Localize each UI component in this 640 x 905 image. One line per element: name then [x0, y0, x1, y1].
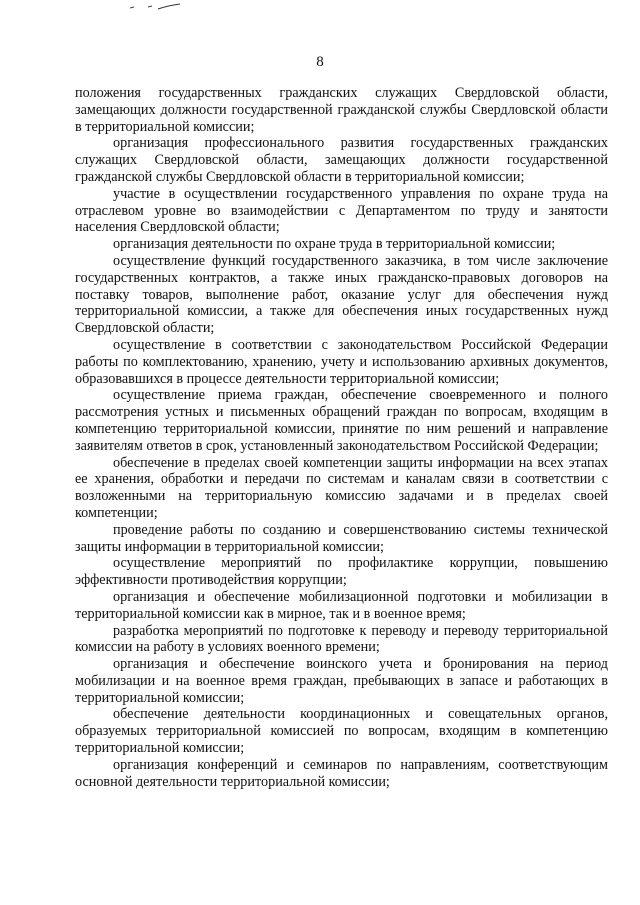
paragraph: обеспечение деятельности координационных и совещательных органов, образуемых территориальной комиссией по вопросам, входящим в компетенцию территориальной комиссии; — [75, 706, 608, 757]
paragraph: организация профессионального развития государственных гражданских служащих Свердловской области, замещающих должности государственной гражданской службы Свердловской области в территориальной комиссии; — [75, 135, 608, 185]
paragraph: организация и обеспечение мобилизационной подготовки и мобилизации в территориальной комиссии как в мирное, так и в военное время; — [75, 588, 608, 622]
document-body — [75, 85, 608, 790]
paragraph: положения государственных гражданских служащих Свердловской области, замещающих должности государственной гражданской службы Свердловской области в территориальной комиссии; — [75, 85, 608, 135]
paragraph: обеспечение в пределах своей компетенции защиты информации на всех этапах ее хранения, обработки и передачи по системам и каналам связи в соответствии с возложенными на территориальную комиссию задачами и в пределах своей компетенции; — [75, 454, 608, 521]
paragraph: осуществление приема граждан, обеспечение своевременного и полного рассмотрения устных и письменных обращений граждан по вопросам, входящим в компетенцию территориальной комиссии, принятие по ним решений и направление заявителям ответов в срок, установленный законодательством Российской Федерации; — [75, 387, 608, 454]
paragraph: участие в осуществлении государственного управления по охране труда на отраслевом уровне во взаимодействии с Департаментом по труду и занятости населения Свердловской области; — [75, 185, 608, 236]
paragraph: организация деятельности по охране труда в территориальной комиссии; — [113, 236, 556, 253]
paragraph: проведение работы по созданию и совершенствованию системы технической защиты информации в территориальной комиссии; — [75, 521, 608, 555]
page-number: 8 — [316, 54, 324, 70]
paragraph: осуществление функций государственного заказчика, в том числе заключение государственных контрактов, а также иных гражданско-правовых договоров на поставку товаров, выполнение работ, оказание услуг для обеспечения нужд территориальной комиссии, а также для обеспечения иных государственных нужд Свердловской области; — [75, 252, 608, 337]
paragraph: разработка мероприятий по подготовке к переводу и переводу территориальной комиссии на работу в условиях военного времени; — [75, 622, 608, 656]
paragraph: осуществление мероприятий по профилактике коррупции, повышению эффективности противодействия коррупции; — [75, 555, 608, 589]
paragraph: осуществление в соответствии с законодательством Российской Федерации работы по комплектованию, хранению, учету и использованию архивных документов, образовавшихся в процессе деятельности территориальной комиссии; — [75, 336, 608, 387]
scan-artifact-mark — [128, 2, 188, 12]
paragraph: организация и обеспечение воинского учета и бронирования на период мобилизации и на военное время граждан, пребывающих в запасе и работающих в территориальной комиссии; — [75, 656, 608, 706]
paragraph: организация конференций и семинаров по направлениям, соответствующим основной деятельности территориальной комиссии; — [75, 756, 608, 790]
